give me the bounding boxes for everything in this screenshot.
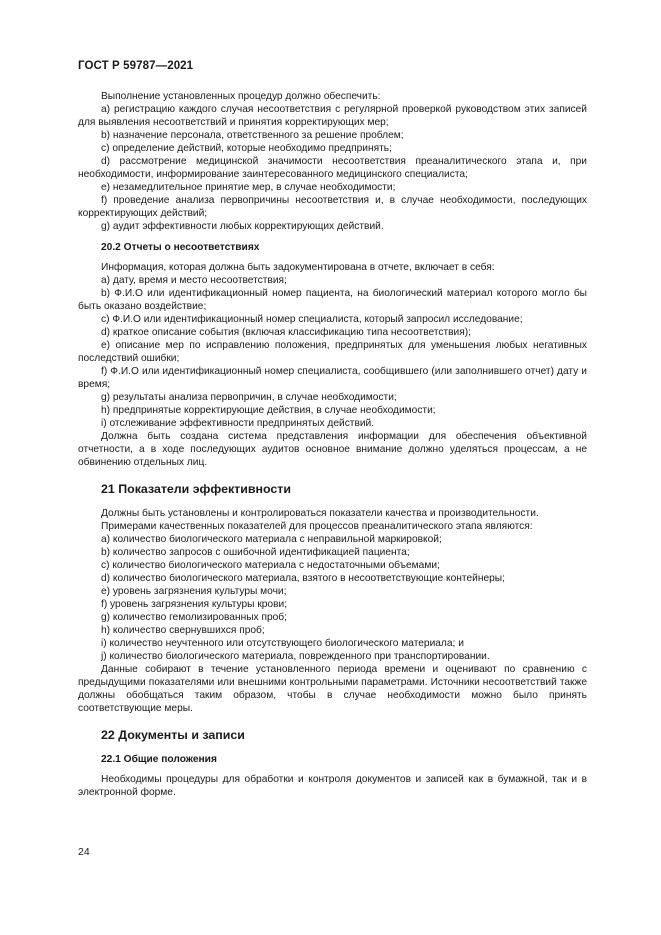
quality-indicator-item: j) количество биологического материала, поврежденного при транспортировании. [101, 651, 490, 662]
section-22-1-title: 22.1 Общие положения [101, 754, 217, 765]
report-contents-item: b) Ф.И.О или идентификационный номер пациента, на биологический материал которого могло бы быть оказано воздействие; [78, 288, 587, 312]
report-contents-item: d) краткое описание события (включая классификацию типа несоответствия); [101, 327, 471, 338]
procedure-list [78, 103, 587, 233]
page-number: 24 [78, 846, 90, 858]
section-21-title: 21 Показатели эффективности [101, 482, 291, 496]
section-21-closing: Данные собирают в течение установленного периода времени и оценивают по сравнению с предыдущими показателями или внешними контрольными параметрами. Источники несоответствий также должны обобщаться таким образом, чтобы в случае необходимости можно было принять соответствующие меры. [78, 664, 587, 714]
section-20-2-intro: Информация, которая должна быть задокументирована в отчете, включает в себя: [101, 262, 495, 273]
quality-indicator-item: g) количество гемолизированных проб; [101, 612, 287, 623]
quality-indicator-item: f) уровень загрязнения культуры крови; [101, 599, 288, 610]
quality-indicator-item: c) количество биологического материала с недостаточными объемами; [101, 560, 440, 571]
section-21-paragraph-1: Должны быть установлены и контролироваться показатели качества и производительности. [101, 508, 539, 519]
procedure-list-item: c) определение действий, которые необходимо предпринять; [101, 143, 392, 154]
quality-indicator-item: d) количество биологического материала, взятого в несоответствующие контейнеры; [101, 573, 505, 584]
report-contents-item: a) дату, время и место несоответствия; [101, 275, 287, 286]
report-contents-item: c) Ф.И.О или идентификационный номер специалиста, который запросил исследование; [101, 314, 523, 325]
section-20-2-title: 20.2 Отчеты о несоответствиях [101, 242, 260, 253]
procedure-list-item: f) проведение анализа первопричины несоответствия и, в случае необходимости, последующих корректирующих действий; [78, 195, 587, 219]
section-20-2-closing: Должна быть создана система представления информации для обеспечения объективной отчетности, а в ходе последующих аудитов основное внимание должно уделяться процессам, а не обвинению отдельных лиц. [78, 431, 587, 468]
procedure-list-item: b) назначение персонала, ответственного за решение проблем; [101, 130, 404, 141]
quality-indicator-item: i) количество неучтенного или отсутствующего биологического материала; и [101, 638, 464, 649]
page-body [78, 90, 587, 799]
report-contents-item: f) Ф.И.О или идентификационный номер специалиста, сообщившего (или заполнившего отчет) дату и время; [78, 366, 587, 390]
report-contents-list [78, 274, 587, 430]
document-header: ГОСТ Р 59787—2021 [78, 60, 194, 72]
section-22-1-paragraph: Необходимы процедуры для обработки и контроля документов и записей как в бумажной, так и в электронной форме. [78, 774, 587, 798]
quality-indicator-item: a) количество биологического материала с неправильной маркировкой; [101, 534, 442, 545]
report-contents-item: h) предпринятые корректирующие действия, в случае необходимости; [101, 405, 436, 416]
quality-indicator-item: b) количество запросов с ошибочной идентификацией пациента; [101, 547, 410, 558]
procedure-list-item: a) регистрацию каждого случая несоответствия с регулярной проверкой руководством этих записей для выявления несоответствий и принятия корректирующих мер; [78, 104, 587, 128]
section-21-paragraph-2: Примерами качественных показателей для процессов преаналитического этапа являются: [101, 521, 533, 532]
report-contents-item: e) описание мер по исправлению положения, предпринятых для уменьшения любых негативных последствий ошибки; [78, 340, 587, 364]
quality-indicator-item: h) количество свернувшихся проб; [101, 625, 265, 636]
intro-paragraph: Выполнение установленных процедур должно обеспечить: [101, 91, 381, 102]
section-22-title: 22 Документы и записи [101, 728, 245, 742]
quality-indicator-item: e) уровень загрязнения культуры мочи; [101, 586, 287, 597]
procedure-list-item: e) незамедлительное принятие мер, в случае необходимости; [101, 182, 396, 193]
procedure-list-item: d) рассмотрение медицинской значимости несоответствия преаналитического этапа и, при необходимости, информирование заинтересованного медицинского специалиста; [78, 156, 587, 180]
quality-indicators-list [78, 533, 587, 663]
report-contents-item: i) отслеживание эффективности предпринятых действий. [101, 418, 375, 429]
procedure-list-item: g) аудит эффективности любых корректирующих действий. [101, 221, 384, 232]
report-contents-item: g) результаты анализа первопричин, в случае необходимости; [101, 392, 397, 403]
